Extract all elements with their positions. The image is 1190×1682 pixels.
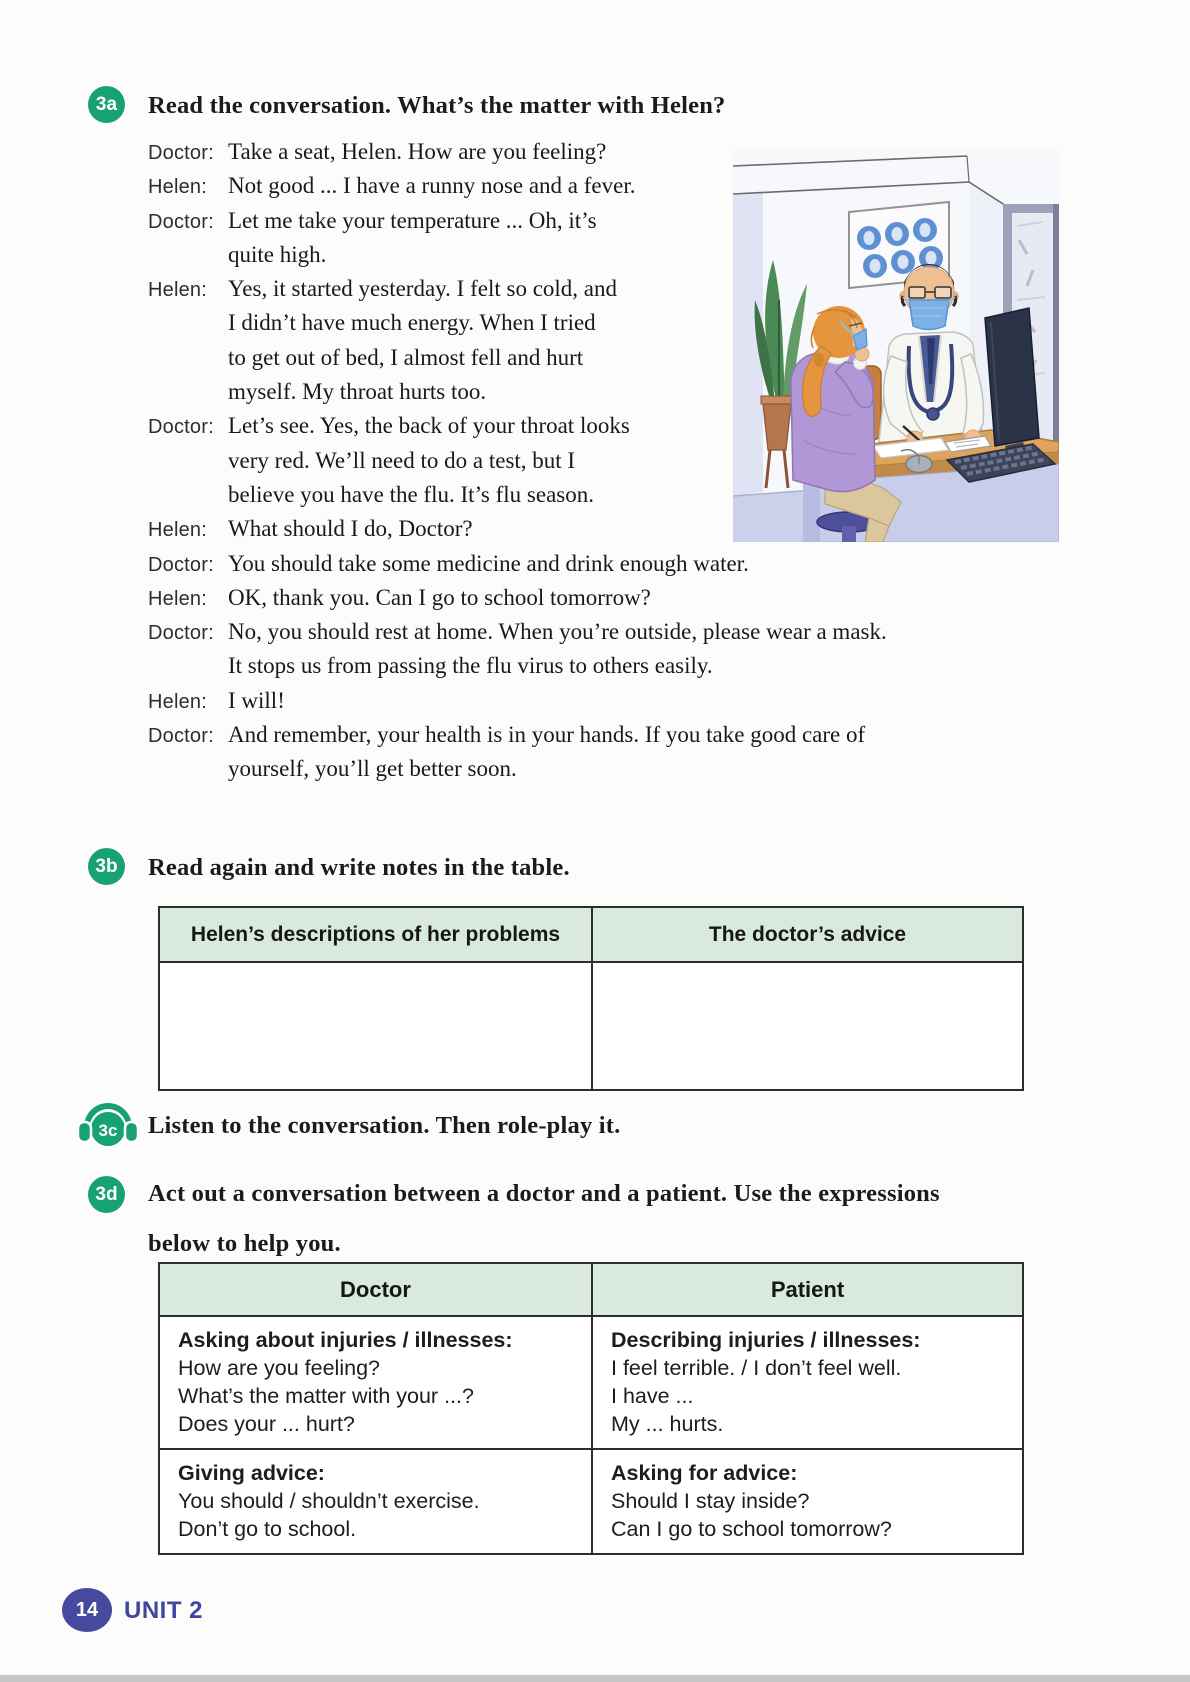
expressions-table <box>158 1262 1024 1555</box>
dialogue-text: yourself, you’ll get better soon. <box>228 756 517 782</box>
expressions-row <box>160 1317 1022 1448</box>
expressions-cell-line: Don’t go to school. <box>178 1517 357 1541</box>
dialogue-speaker: Helen: <box>148 279 208 302</box>
dialogue-line <box>148 756 1048 790</box>
dialogue-line <box>148 688 1048 722</box>
dialogue-line <box>148 653 1048 687</box>
dialogue-text: Yes, it started yesterday. I felt so cold, and <box>228 276 618 302</box>
dialogue-text: Let me take your temperature ... Oh, it’s <box>228 207 597 233</box>
notes-cell-advice <box>591 963 1022 1089</box>
page-bottom-edge <box>0 1675 1190 1682</box>
section-3b-badge: 3b <box>88 848 125 885</box>
section-3a-badge: 3a <box>88 86 125 123</box>
dialogue-text: You should take some medicine and drink enough water. <box>228 550 749 576</box>
expressions-cell-line: You should / shouldn’t exercise. <box>178 1489 480 1513</box>
expressions-cell-line: How are you feeling? <box>178 1356 380 1380</box>
dialogue-text: believe you have the flu. It’s flu season. <box>228 481 594 507</box>
section-3c-badge <box>76 1094 140 1154</box>
dialogue-line <box>148 722 1048 756</box>
dialogue-speaker: Helen: <box>148 587 208 610</box>
expressions-cell-line: Should I stay inside? <box>611 1489 810 1513</box>
dialogue-text: I didn’t have much energy. When I tried <box>228 310 596 336</box>
expressions-cell-line: Does your ... hurt? <box>178 1412 355 1436</box>
expressions-cell <box>160 1317 591 1448</box>
expressions-row <box>160 1448 1022 1553</box>
expressions-cell-lead: Asking for advice: <box>611 1461 798 1485</box>
notes-table-header-problems: Helen’s descriptions of her problems <box>190 923 561 946</box>
dialogue-text: very red. We’ll need to do a test, but I <box>228 447 576 473</box>
dialogue-speaker: Helen: <box>148 690 208 713</box>
dialogue-text: OK, thank you. Can I go to school tomorrow? <box>228 584 651 610</box>
expressions-cell-lead: Giving advice: <box>178 1461 325 1485</box>
dialogue-text: It stops us from passing the flu virus to others easily. <box>228 653 713 679</box>
expressions-cell-line: My ... hurts. <box>611 1412 724 1436</box>
expressions-cell <box>591 1450 1022 1553</box>
dialogue-speaker: Doctor: <box>148 622 214 645</box>
section-3c-badge-label: 3c <box>98 1121 118 1140</box>
unit-label: UNIT 2 <box>124 1597 204 1624</box>
expressions-header-doctor: Doctor <box>340 1277 411 1302</box>
expressions-cell-line: I have ... <box>611 1384 694 1408</box>
dialogue-text: No, you should rest at home. When you’re outside, please wear a mask. <box>228 619 887 645</box>
expressions-cell-line: Can I go to school tomorrow? <box>611 1517 892 1541</box>
dialogue-line <box>148 551 1048 585</box>
dialogue-text: Take a seat, Helen. How are you feeling? <box>228 139 607 164</box>
dialogue-speaker: Doctor: <box>148 725 214 748</box>
section-3b-title: Read again and write notes in the table. <box>148 854 570 881</box>
notes-table-row <box>160 963 1022 1089</box>
notes-table-header-advice: The doctor’s advice <box>591 908 1022 961</box>
dialogue-text: to get out of bed, I almost fell and hurt <box>228 344 584 370</box>
dialogue-text: Not good ... I have a runny nose and a fever. <box>228 173 636 199</box>
section-3d-badge: 3d <box>88 1176 125 1213</box>
dialogue-speaker: Helen: <box>148 176 208 199</box>
dialogue-text: Let’s see. Yes, the back of your throat looks <box>228 413 630 439</box>
dialogue-speaker: Doctor: <box>148 210 214 233</box>
notes-table-header <box>160 908 1022 963</box>
expressions-cell <box>591 1317 1022 1448</box>
dialogue-text: myself. My throat hurts too. <box>228 379 487 405</box>
dialogue-speaker: Doctor: <box>148 553 214 576</box>
dialogue-text: What should I do, Doctor? <box>228 516 473 542</box>
section-3d-title-line2: below to help you. <box>148 1230 341 1257</box>
expressions-cell-line: I feel terrible. / I don’t feel well. <box>611 1356 902 1380</box>
dialogue-line <box>148 619 1048 653</box>
dialogue-text: I will! <box>228 687 285 713</box>
expressions-header-patient: Patient <box>591 1264 1022 1315</box>
dialogue-text: quite high. <box>228 241 327 267</box>
dialogue-line <box>148 585 1048 619</box>
doctor-office-illustration <box>733 150 1059 542</box>
expressions-cell-line: What’s the matter with your ...? <box>178 1384 474 1408</box>
dialogue-speaker: Doctor: <box>148 142 214 164</box>
expressions-cell-lead: Describing injuries / illnesses: <box>611 1328 921 1352</box>
section-3a-title: Read the conversation. What’s the matter with Helen? <box>148 92 726 119</box>
page-number-badge: 14 <box>62 1588 112 1632</box>
expressions-cell <box>160 1450 591 1553</box>
expressions-cell-lead: Asking about injuries / illnesses: <box>178 1328 513 1352</box>
notes-table <box>158 906 1024 1091</box>
dialogue-text: And remember, your health is in your hands. If you take good care of <box>228 722 866 748</box>
notes-cell-problems <box>160 963 591 1089</box>
expressions-table-header <box>160 1264 1022 1317</box>
section-3d-title-line1: Act out a conversation between a doctor and a patient. Use the expressions <box>148 1180 940 1207</box>
dialogue-speaker: Doctor: <box>148 416 214 439</box>
section-3c-title: Listen to the conversation. Then role-play it. <box>148 1112 621 1139</box>
expressions-table-body <box>160 1317 1022 1553</box>
dialogue-speaker: Helen: <box>148 519 208 542</box>
